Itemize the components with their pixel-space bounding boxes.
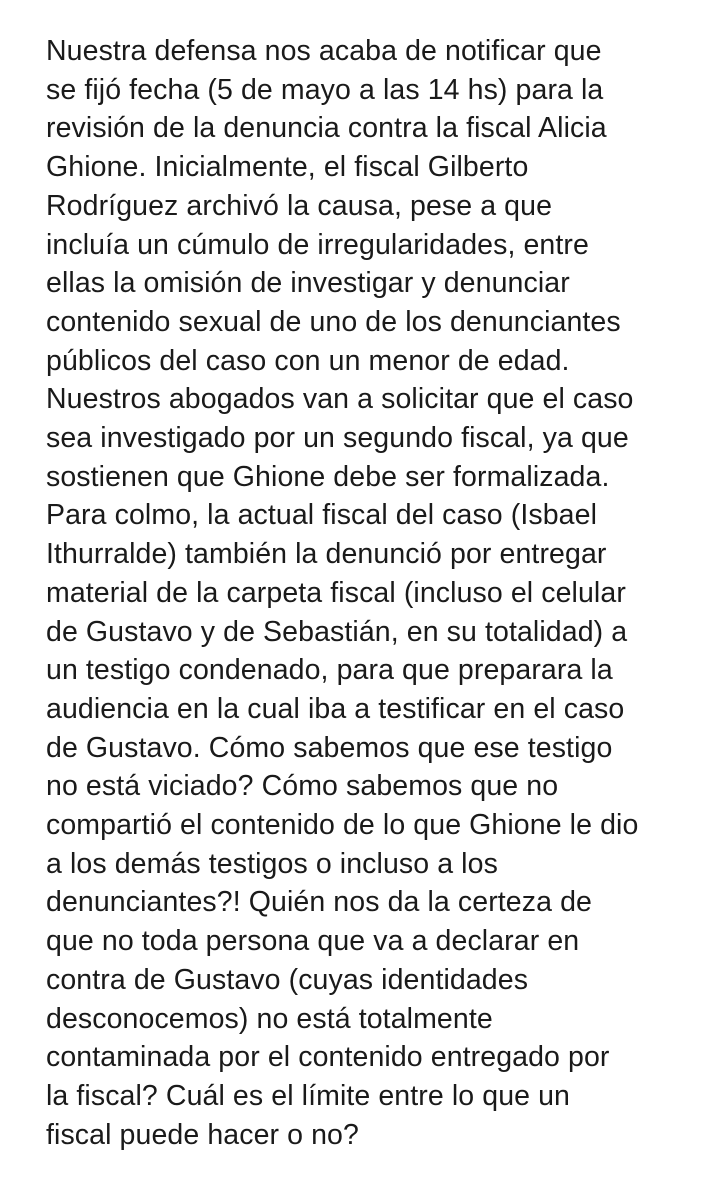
text-line: Rodríguez archivó la causa, pese a que (46, 189, 553, 222)
text-line: Para colmo, la actual fiscal del caso (Isbael (46, 499, 598, 532)
statement-paragraph (46, 32, 706, 1154)
text-line: contenido sexual de uno de los denunciantes (46, 305, 621, 338)
text-line: Nuestra defensa nos acaba de notificar que (46, 35, 602, 67)
text-line: material de la carpeta fiscal (incluso el celular (46, 576, 626, 609)
text-line: sostienen que Ghione debe ser formalizada. (46, 460, 610, 493)
text-line: la fiscal? Cuál es el límite entre lo que un (46, 1079, 571, 1112)
text-line: públicos del caso con un menor de edad. (46, 344, 570, 377)
text-line: incluía un cúmulo de irregularidades, entre (46, 228, 589, 261)
text-line: de Gustavo. Cómo sabemos que ese testigo (46, 731, 613, 764)
text-line: audiencia en la cual iba a testificar en el caso (46, 692, 625, 725)
text-line: Ithurralde) también la denunció por entregar (46, 538, 607, 571)
text-line: Nuestros abogados van a solicitar que el caso (46, 383, 634, 416)
text-line: no está viciado? Cómo sabemos que no (46, 770, 559, 803)
text-line: desconocemos) no está totalmente (46, 1002, 493, 1035)
text-line: compartió el contenido de lo que Ghione le dio (46, 809, 639, 842)
text-line: que no toda persona que va a declarar en (46, 925, 580, 958)
text-line: sea investigado por un segundo fiscal, ya que (46, 422, 629, 455)
text-line: a los demás testigos o incluso a los (46, 847, 498, 880)
text-line: denunciantes?! Quién nos da la certeza de (46, 886, 592, 919)
text-line: ellas la omisión de investigar y denunciar (46, 267, 570, 300)
text-line: revisión de la denuncia contra la fiscal Alicia (46, 112, 607, 145)
text-line: se fijó fecha (5 de mayo a las 14 hs) para la (46, 73, 604, 106)
text-line: contaminada por el contenido entregado por (46, 1041, 610, 1074)
text-line: un testigo condenado, para que preparara la (46, 654, 613, 687)
text-line: fiscal puede hacer o no? (46, 1118, 359, 1151)
text-line: contra de Gustavo (cuyas identidades (46, 963, 529, 996)
text-line: de Gustavo y de Sebastián, en su totalidad) a (46, 615, 628, 648)
text-line: Ghione. Inicialmente, el fiscal Gilberto (46, 151, 529, 184)
